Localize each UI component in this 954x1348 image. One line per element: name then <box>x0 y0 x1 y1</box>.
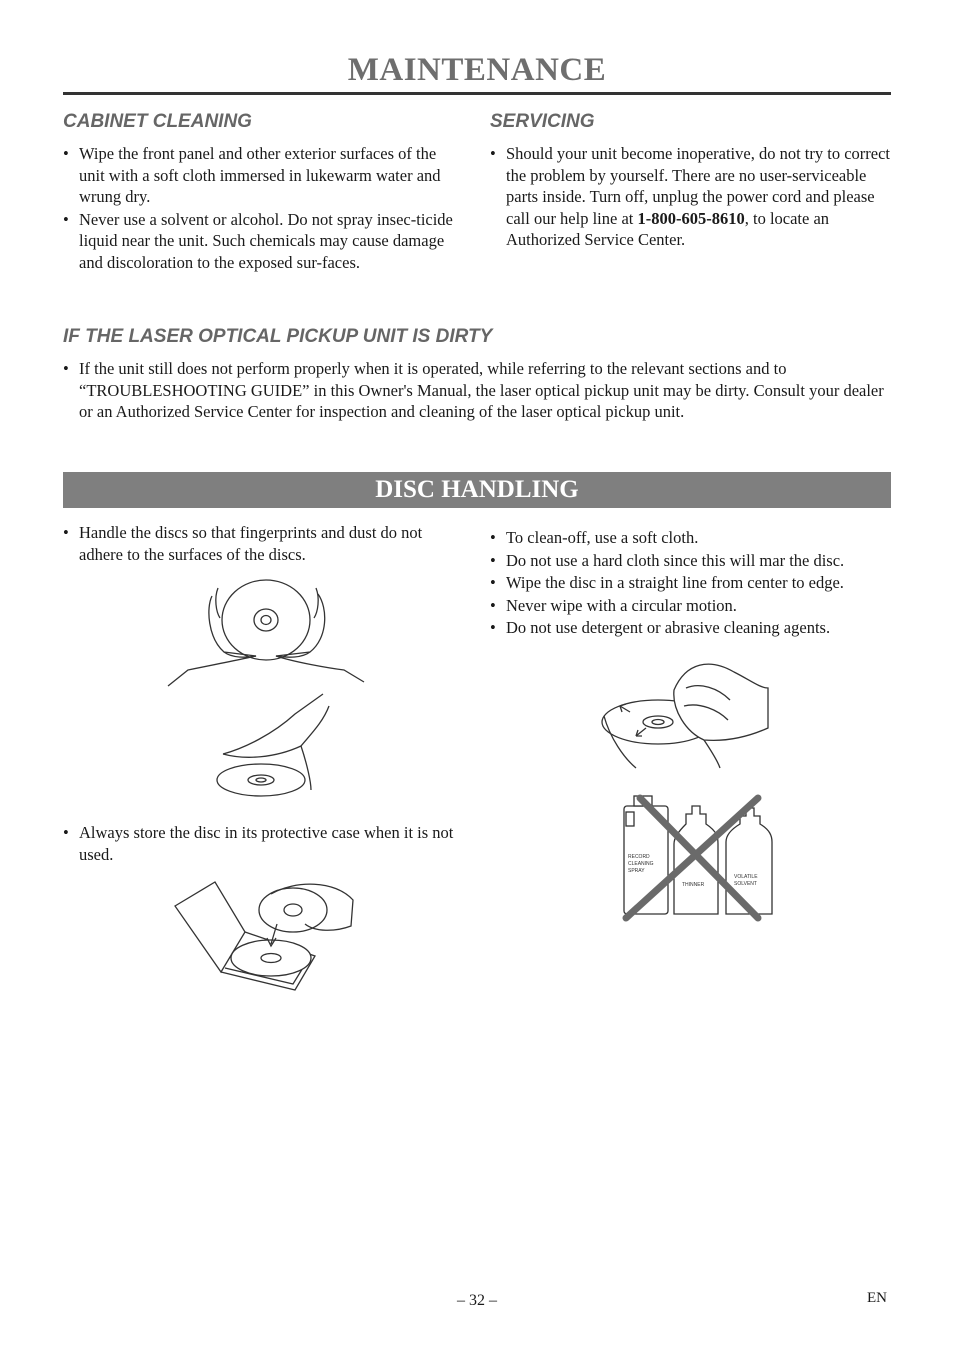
list-item: • Always store the disc in its protective case when it is not used. <box>63 822 463 865</box>
disc-handling-left-list-1 <box>63 522 458 566</box>
laser-list <box>63 358 893 424</box>
list-item: • If the unit still does not perform properly when it is operated, while referring to the relevant sections and to “TROUBLESHOOTING GUIDE” in this Owner's Manual, the laser optical pickup unit may be dirty. Consult your dealer or an Authorized Service Center for inspection and cleaning of the laser optical pickup unit. <box>63 358 893 423</box>
solvent-label-1: VOLATILE <box>734 874 758 880</box>
list-item: • Wipe the front panel and other exterior surfaces of the unit with a soft cloth immersed in lukewarm water and wrung dry. <box>63 143 463 208</box>
list-item: • Wipe the disc in a straight line from center to edge. <box>490 572 892 594</box>
spray-label-3: SPRAY <box>628 868 645 874</box>
solvent-label-2: SOLVENT <box>734 881 757 887</box>
hands-holding-disc-illustration <box>168 578 368 688</box>
disc-handling-banner: DISC HANDLING <box>63 472 891 508</box>
spray-label-2: CLEANING <box>628 861 654 867</box>
disc-handling-right-list <box>490 527 892 640</box>
list-item: • Never use a solvent or alcohol. Do not spray insec-ticide liquid near the unit. Such chemicals may cause damage and discoloration to the exposed sur-faces. <box>63 209 463 274</box>
servicing-heading: SERVICING <box>490 111 595 132</box>
disc-into-case-illustration <box>175 880 355 998</box>
list-item: • Do not use a hard cloth since this will mar the disc. <box>490 550 892 572</box>
hand-over-disc-illustration <box>215 694 335 804</box>
page-title: MAINTENANCE <box>347 52 607 88</box>
list-item: • To clean-off, use a soft cloth. <box>490 527 892 549</box>
list-item <box>490 143 892 251</box>
servicing-text: Should your unit become inoperative, do not try to correct the problem by yourself. There are no user-serviceable parts inside. Turn off, unplug the power cord and please call our help line at <box>506 144 890 228</box>
language-code: EN <box>867 1290 887 1306</box>
page-number: – 32 – <box>457 1292 497 1309</box>
servicing-list <box>490 143 892 252</box>
thinner-label: THINNER <box>682 882 705 888</box>
list-item: • Handle the discs so that fingerprints and dust do not adhere to the surfaces of the discs. <box>63 522 458 565</box>
cabinet-cleaning-list <box>63 143 463 274</box>
cabinet-cleaning-heading: CABINET CLEANING <box>63 111 252 132</box>
list-item: • Never wipe with a circular motion. <box>490 595 892 617</box>
no-chemicals-illustration <box>618 794 778 928</box>
title-divider <box>63 92 891 95</box>
wiping-disc-illustration <box>600 658 772 770</box>
list-item: • Do not use detergent or abrasive cleaning agents. <box>490 617 892 639</box>
help-line-phone: 1-800-605-8610 <box>637 208 745 228</box>
spray-label-1: RECORD <box>628 854 650 860</box>
laser-heading: IF THE LASER OPTICAL PICKUP UNIT IS DIRTY <box>63 326 493 347</box>
disc-handling-left-list-2 <box>63 822 463 866</box>
servicing-text-end: , to locate an Authorized Service Center. <box>506 208 830 249</box>
